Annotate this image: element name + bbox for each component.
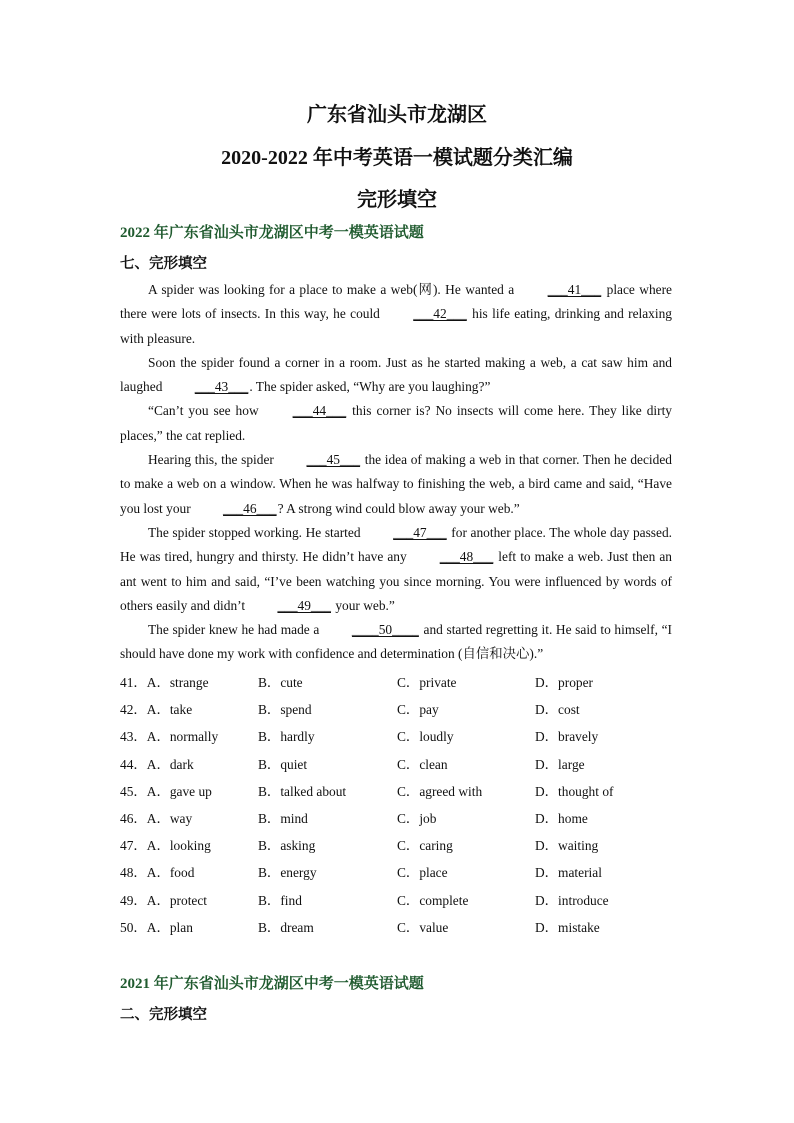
option-d: D．mistake [535,919,600,935]
option-b: B．cute [258,675,303,690]
option-a: 47．A．looking [120,838,211,854]
passage-text: left to make a web. Just then an ant went to him and said, “I’ve been watching you since morning. You were influenced by words of others easily and didn’t [120,549,672,613]
passage-text: A spider was looking for a place to make a web(网). He wanted a [148,282,519,297]
question-row [120,862,680,884]
document-title-region: 广东省汕头市龙湖区 [307,104,487,126]
option-a: 44．A．dark [120,756,194,772]
option-d: D．thought of [535,783,614,799]
passage-text: “Can’t you see how [148,403,264,419]
passage-text: ? A strong wind could blow away your web.” [277,500,520,516]
option-c: C．value [397,919,449,935]
passage-paragraph [120,448,672,521]
option-b: B．mind [258,811,308,826]
option-a: 43．A．normally [120,729,219,745]
cloze-blank: ___48___ [439,549,494,565]
option-c: C．caring [397,838,453,854]
option-d: D．material [535,865,602,881]
cloze-blank: ___46___ [223,500,277,516]
option-d: D．bravely [535,729,599,745]
option-a: 41．A．strange [120,675,209,690]
passage-paragraph [120,618,672,667]
cloze-blank: ___47___ [393,524,447,540]
cloze-blank: ____50____ [351,622,419,638]
option-c: C．loudly [397,729,454,745]
cloze-blank: ___49___ [277,597,331,613]
option-b: B．find [258,892,302,908]
passage-text: Hearing this, the spider [148,452,278,468]
option-b: B．quiet [258,756,308,772]
cloze-blank: ___41___ [547,282,602,297]
question-row [120,726,680,748]
passage-text: this corner is? No insects will come here. They like dirty places,” the cat replied. [120,403,672,443]
option-a: 50．A．plan [120,919,193,935]
question-row [120,890,680,912]
option-c: C．job [397,811,437,826]
passage-text: your web.” [332,597,395,613]
passage-paragraph [120,399,672,448]
option-d: D．waiting [535,838,599,854]
question-row [120,672,680,694]
option-a: 48．A．food [120,865,195,881]
passage-text: The spider knew he had made a [148,622,323,638]
passage-text: and started regretting it. He said to himself, “I should have done my work with confidence and determination (自信和决心).” [120,622,672,662]
question-row [120,781,680,803]
passage-paragraph [120,521,672,618]
section-heading-2021: 2021 年广东省汕头市龙湖区中考一模英语试题 [120,976,424,992]
passage-paragraph [120,351,672,400]
question-row [120,699,680,721]
option-a: 49．A．protect [120,892,208,908]
question-row [120,917,680,939]
option-d: D．proper [535,675,594,690]
option-a: 45．A．gave up [120,783,212,799]
cloze-blank: ___45___ [306,452,361,468]
option-d: D．large [535,756,585,772]
option-b: B．hardly [258,729,315,745]
option-b: B．asking [258,838,316,854]
question-row [120,808,680,830]
option-a: 42．A．take [120,702,193,718]
cloze-blank: ___43___ [194,379,249,395]
option-d: D．introduce [535,892,609,908]
subheading-cloze-2021: 二、完形填空 [120,1007,207,1023]
subheading-cloze-2022: 七、完形填空 [120,256,207,272]
passage-text: place where there were lots of insects. In this way, he could [120,282,673,322]
option-a: 46．A．way [120,811,193,826]
option-b: B．talked about [258,783,347,799]
question-row [120,754,680,776]
cloze-blank: ___42___ [413,306,467,322]
question-row [120,835,680,857]
option-d: D．cost [535,702,580,718]
option-c: C．private [397,675,457,690]
section-heading-2022: 2022 年广东省汕头市龙湖区中考一模英语试题 [120,225,424,241]
passage-text: the idea of making a web in that corner. Then he decided to make a web on a window. When he was halfway to finishing the web, a bird came and said, “Have you lost your [120,452,672,516]
passage-text: for another place. The whole day passed. He was tired, hungry and thirsty. He didn’t have any [120,524,672,565]
option-c: C．pay [397,702,439,718]
document-title-series: 2020-2022 年中考英语一模试题分类汇编 [221,147,573,169]
option-c: C．agreed with [397,783,483,799]
passage-text: . The spider asked, “Why are you laughing?” [249,379,491,395]
option-c: C．complete [397,892,469,908]
passage-text: The spider stopped working. He started [148,524,365,540]
option-c: C．clean [397,756,448,772]
cloze-passage [120,278,672,667]
option-b: B．energy [258,865,317,881]
passage-text: Soon the spider found a corner in a room. Just as he started making a web, a cat saw him and laughed [120,354,672,395]
option-c: C．place [397,865,448,881]
option-b: B．spend [258,702,312,718]
cloze-blank: ___44___ [292,403,347,419]
document-title-topic: 完形填空 [357,189,437,211]
passage-text: his life eating, drinking and relaxing with pleasure. [120,306,672,346]
option-b: B．dream [258,919,314,935]
option-d: D．home [535,811,588,826]
passage-paragraph [120,278,672,351]
